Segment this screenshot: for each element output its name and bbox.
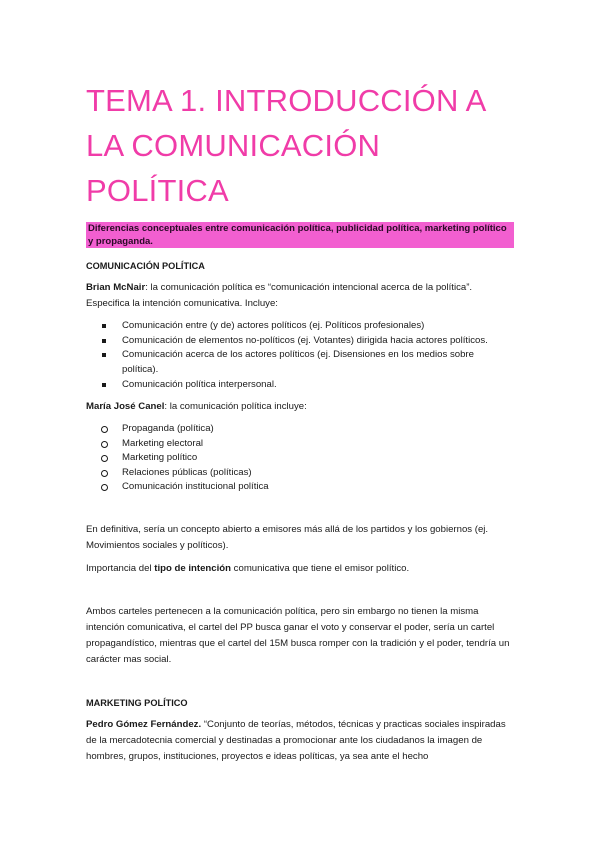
paragraph-text: : la comunicación política es “comunicación intencional acerca de la política”. Especifica la intención comunicativa. Incluye: bbox=[86, 282, 473, 309]
highlight-line: Diferencias conceptuales entre comunicación política, publicidad política, marketing político bbox=[88, 223, 507, 234]
list-item bbox=[86, 378, 510, 393]
highlight-line: y propaganda. bbox=[88, 236, 153, 247]
list-item-text: Marketing electoral bbox=[122, 437, 204, 449]
section-heading: COMUNICACIÓN POLÍTICA bbox=[86, 261, 205, 271]
section-heading: MARKETING POLÍTICO bbox=[86, 698, 188, 708]
circle-bullet-icon bbox=[101, 484, 108, 491]
title-line: POLÍTICA bbox=[86, 173, 229, 208]
list-item bbox=[86, 422, 510, 437]
author-name: Pedro Gómez Fernández. bbox=[86, 719, 202, 730]
list-item-text: Comunicación institucional política bbox=[122, 481, 269, 492]
list-item bbox=[86, 334, 510, 349]
page-title bbox=[86, 78, 526, 213]
list-item bbox=[86, 466, 510, 481]
list-item-text: Comunicación entre (y de) actores políticos (ej. Políticos profesionales) bbox=[122, 320, 425, 331]
list-item bbox=[86, 319, 510, 334]
title-line: LA COMUNICACIÓN bbox=[86, 128, 381, 163]
list-item-text: Relaciones públicas (políticas) bbox=[122, 466, 252, 478]
list-item bbox=[86, 437, 510, 452]
bold-text: tipo de intención bbox=[154, 563, 232, 574]
circle-list bbox=[86, 422, 510, 495]
list-item bbox=[86, 348, 510, 377]
square-bullet-icon bbox=[102, 353, 106, 357]
paragraph-text: “Conjunto de teorías, métodos, técnicas y practicas sociales inspiradas de la mercadotecnia comercial y destinadas a promocionar ante los ciudadanos la imagen de hombres, grupos, instituciones, proyectos e ideas políticas, ya sea ante el hecho bbox=[86, 719, 506, 762]
gomez-paragraph bbox=[86, 717, 510, 765]
square-bullet-icon bbox=[102, 339, 106, 343]
square-bullet-icon bbox=[102, 383, 106, 387]
list-item-text: Comunicación política interpersonal. bbox=[122, 379, 277, 390]
list-item-text: Comunicación de elementos no-políticos (ej. Votantes) dirigida hacia actores políticos. bbox=[122, 334, 488, 346]
author-name: María José Canel bbox=[86, 401, 165, 412]
mcnair-paragraph bbox=[86, 280, 510, 312]
carteles-paragraph: Ambos carteles pertenecen a la comunicación política, pero sin embargo no tienen la misma intención comunicativa, el cartel del PP busca ganar el voto y conservar el poder, sería un cartel propagandístico, mientras que el cartel del 15M busca romper con la tradición y el poder, tendría un carácter mas social. bbox=[86, 606, 510, 665]
paragraph-text: : la comunicación política incluye: bbox=[164, 401, 307, 412]
circle-bullet-icon bbox=[101, 426, 108, 433]
circle-bullet-icon bbox=[101, 470, 108, 477]
square-bullet-icon bbox=[102, 324, 106, 328]
list-item-text: Comunicación acerca de los actores políticos (ej. Disensiones en los medios sobre política). bbox=[122, 349, 474, 375]
highlighted-subtitle bbox=[86, 222, 514, 248]
circle-bullet-icon bbox=[101, 441, 108, 448]
bullet-list bbox=[86, 319, 510, 393]
importancia-paragraph bbox=[86, 561, 510, 577]
paragraph-text: Importancia del bbox=[86, 563, 155, 574]
list-item-text: Marketing político bbox=[122, 452, 198, 463]
list-item-text: Propaganda (política) bbox=[122, 423, 214, 434]
definitiva-paragraph: En definitiva, sería un concepto abierto a emisores más allá de los partidos y los gobiernos (ej. Movimientos sociales y políticos). bbox=[86, 524, 489, 551]
paragraph-text: comunicativa que tiene el emisor político. bbox=[231, 563, 410, 574]
title-line: TEMA 1. INTRODUCCIÓN A bbox=[86, 83, 487, 118]
list-item bbox=[86, 451, 510, 466]
canel-paragraph bbox=[86, 399, 510, 415]
author-name: Brian McNair bbox=[86, 282, 146, 293]
list-item bbox=[86, 480, 510, 495]
circle-bullet-icon bbox=[101, 455, 108, 462]
